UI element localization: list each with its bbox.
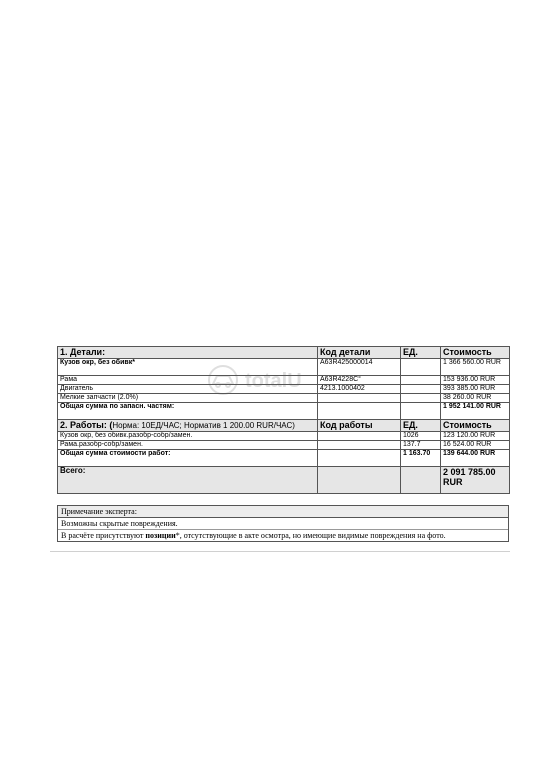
expert-note-line [58, 530, 508, 541]
work-name: Кузов окр, без обивк.разобр-собр/замен. [58, 432, 318, 441]
works-total-cost: 139 644.00 RUR [441, 450, 510, 467]
work-unit: 137.7 [401, 441, 441, 450]
table-row [58, 359, 510, 376]
table-row [58, 441, 510, 450]
watermark-text: totalU [245, 370, 302, 392]
parts-header-unit: ЕД. [401, 347, 441, 359]
work-unit: 1026 [401, 432, 441, 441]
parts-total-row [58, 403, 510, 420]
part-cost: 153 936.00 RUR [441, 376, 510, 385]
part-unit [401, 376, 441, 385]
part-name: Кузов окр, без обивк* [58, 359, 318, 376]
estimate-table [57, 346, 510, 494]
works-header-unit: ЕД. [401, 420, 441, 432]
table-row [58, 385, 510, 394]
works-header-code: Код работы [318, 420, 401, 432]
part-name: Рама [58, 376, 318, 385]
work-code [318, 441, 401, 450]
work-name: Рама.разобр-собр/замен. [58, 441, 318, 450]
work-cost: 16 524.00 RUR [441, 441, 510, 450]
parts-header-cost: Стоимость [441, 347, 510, 359]
table-row [58, 376, 510, 385]
works-header-row [58, 420, 510, 432]
works-total-label: Общая сумма стоимости работ: [58, 450, 318, 467]
parts-total-cost: 1 952 141.00 RUR [441, 403, 510, 420]
expert-note-text: В расчёте присутствуют [61, 531, 146, 540]
part-code: A63R4228С° [318, 376, 401, 385]
divider [50, 551, 510, 552]
works-header-cost: Стоимость [441, 420, 510, 432]
parts-header-name: 1. Детали: [58, 347, 318, 359]
part-cost: 393 385.00 RUR [441, 385, 510, 394]
part-code [318, 394, 401, 403]
part-unit [401, 359, 441, 376]
grand-total-row [58, 467, 510, 494]
part-unit [401, 385, 441, 394]
table-row [58, 432, 510, 441]
expert-note-line: Возможны скрытые повреждения. [58, 518, 508, 530]
expert-note-title: Примечание эксперта: [58, 506, 508, 518]
parts-header-code: Код детали [318, 347, 401, 359]
part-unit [401, 394, 441, 403]
part-cost: 38 260.00 RUR [441, 394, 510, 403]
parts-total-label: Общая сумма по запасн. частям: [58, 403, 318, 420]
works-total-unit: 1 163.70 [401, 450, 441, 467]
works-header-name [58, 420, 318, 432]
works-header-norm: Норма: 10ЕД/ЧАС; Норматив 1 200.00 RUR/ЧАС) [112, 421, 295, 430]
works-total-row [58, 450, 510, 467]
part-name: Мелкие запчасти (2.0%) [58, 394, 318, 403]
table-row [58, 394, 510, 403]
work-cost: 123 120.00 RUR [441, 432, 510, 441]
parts-header-row [58, 347, 510, 359]
part-code: A63R425000014 [318, 359, 401, 376]
grand-total-cost: 2 091 785.00 RUR [441, 467, 510, 494]
part-code: 4213.1000402 [318, 385, 401, 394]
expert-note [57, 505, 509, 542]
works-header-title: 2. Работы: ( [60, 420, 113, 430]
part-cost: 1 366 560.00 RUR [441, 359, 510, 376]
part-name: Двигатель [58, 385, 318, 394]
expert-note-text: *, отсутствующие в акте осмотра, но имеющие видимые повреждения на фото. [175, 531, 446, 540]
grand-total-label: Всего: [58, 467, 318, 494]
work-code [318, 432, 401, 441]
expert-note-emphasis: позиции [145, 531, 176, 540]
